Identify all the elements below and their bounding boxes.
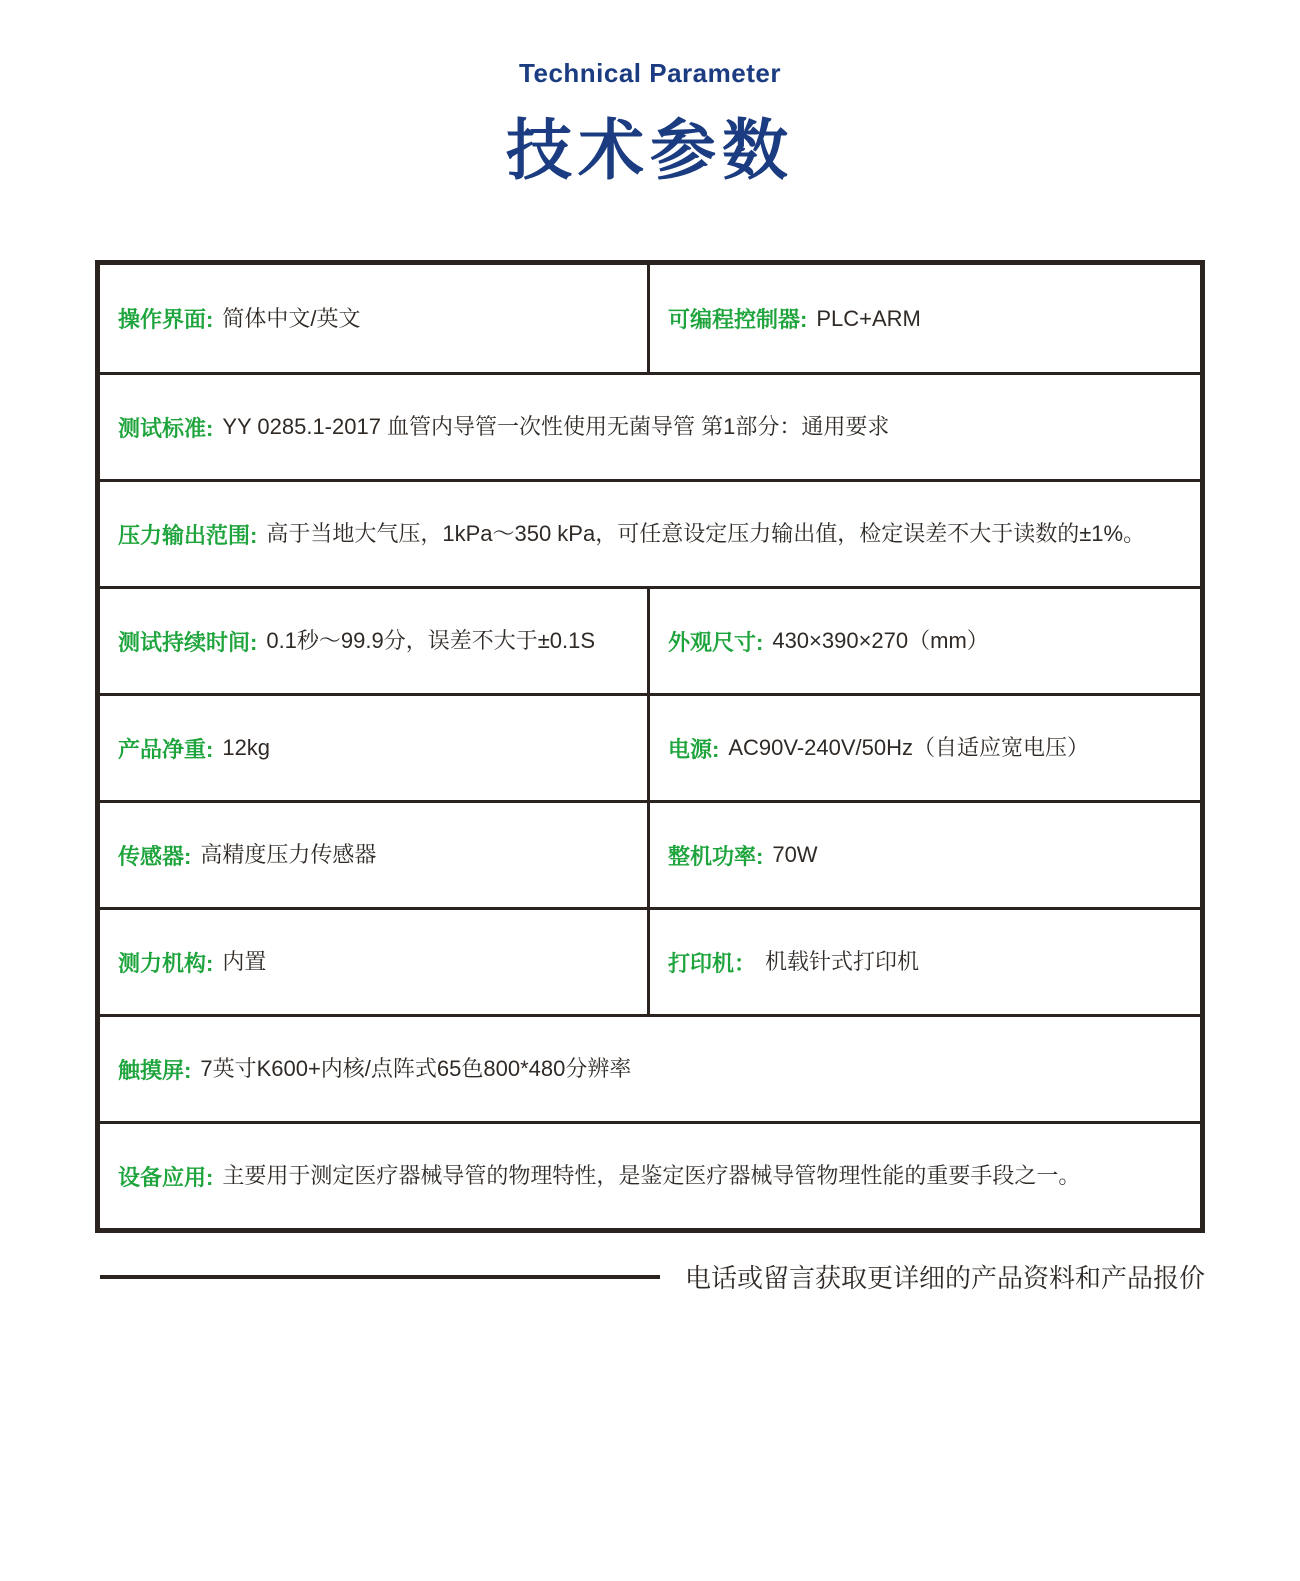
param-cell-programmable-controller (650, 265, 1200, 372)
table-row (100, 265, 1200, 372)
param-label: 整机功率: (668, 843, 764, 869)
table-row (100, 1121, 1200, 1228)
param-value: 70W (772, 842, 818, 868)
param-label: 打印机： (668, 950, 757, 976)
param-cell-operation-interface (100, 265, 650, 372)
param-label: 测力机构: (118, 950, 214, 976)
param-value: 7英寸K600+内核/点阵式65色800*480分辨率 (200, 1056, 632, 1082)
table-row (100, 372, 1200, 479)
table-row (100, 479, 1200, 586)
param-value: 简体中文/英文 (222, 305, 361, 331)
param-label: 压力输出范围: (118, 522, 258, 548)
param-value: 机载针式打印机 (765, 949, 920, 975)
param-cell-sensor (100, 803, 650, 907)
page-title: 技术参数 (506, 113, 794, 187)
table-row (100, 800, 1200, 907)
param-label: 测试持续时间: (118, 629, 258, 655)
param-cell-test-duration (100, 589, 650, 693)
header-subtitle-en: Technical Parameter (519, 58, 781, 88)
param-value: 0.1秒～99.9分，误差不大于±0.1S (266, 628, 596, 654)
footer-note (100, 1258, 1205, 1295)
param-label: 传感器: (118, 843, 192, 869)
param-label: 触摸屏: (118, 1057, 192, 1083)
param-label: 设备应用: (118, 1164, 214, 1190)
param-cell-force-mechanism (100, 910, 650, 1014)
param-value: 高精度压力传感器 (200, 842, 377, 868)
param-label: 产品净重: (118, 736, 214, 762)
table-row (100, 693, 1200, 800)
footer-divider-line (100, 1275, 660, 1279)
param-cell-device-application (100, 1124, 1200, 1228)
param-value: 内置 (222, 949, 267, 975)
param-label: 测试标准: (118, 415, 214, 441)
param-cell-touch-screen (100, 1017, 1200, 1121)
page-header (0, 0, 1300, 192)
table-row (100, 586, 1200, 693)
param-value: 12kg (222, 735, 271, 761)
footer-note-text: 电话或留言获取更详细的产品资料和产品报价 (685, 1263, 1206, 1293)
param-value: YY 0285.1-2017 血管内导管一次性使用无菌导管 第1部分：通用要求 (222, 414, 890, 440)
param-cell-pressure-output-range (100, 482, 1200, 586)
param-cell-dimensions (650, 589, 1200, 693)
param-cell-test-standard (100, 375, 1200, 479)
param-label: 电源: (668, 736, 720, 762)
param-cell-net-weight (100, 696, 650, 800)
param-value: 高于当地大气压，1kPa～350 kPa，可任意设定压力输出值，检定误差不大于读数的±1%。 (266, 521, 1146, 547)
param-cell-total-power (650, 803, 1200, 907)
param-label: 操作界面: (118, 307, 214, 332)
param-value: 430×390×270（mm） (772, 628, 989, 654)
param-cell-printer (650, 910, 1200, 1014)
spec-table (95, 260, 1205, 1233)
param-label: 可编程控制器: (668, 307, 808, 332)
table-row (100, 1014, 1200, 1121)
param-cell-power-supply (650, 696, 1200, 800)
table-row (100, 907, 1200, 1014)
param-value: AC90V-240V/50Hz（自适应宽电压） (728, 735, 1089, 761)
param-label: 外观尺寸: (668, 629, 764, 655)
param-value: PLC+ARM (816, 305, 921, 331)
param-value: 主要用于测定医疗器械导管的物理特性，是鉴定医疗器械导管物理性能的重要手段之一。 (222, 1163, 1081, 1189)
